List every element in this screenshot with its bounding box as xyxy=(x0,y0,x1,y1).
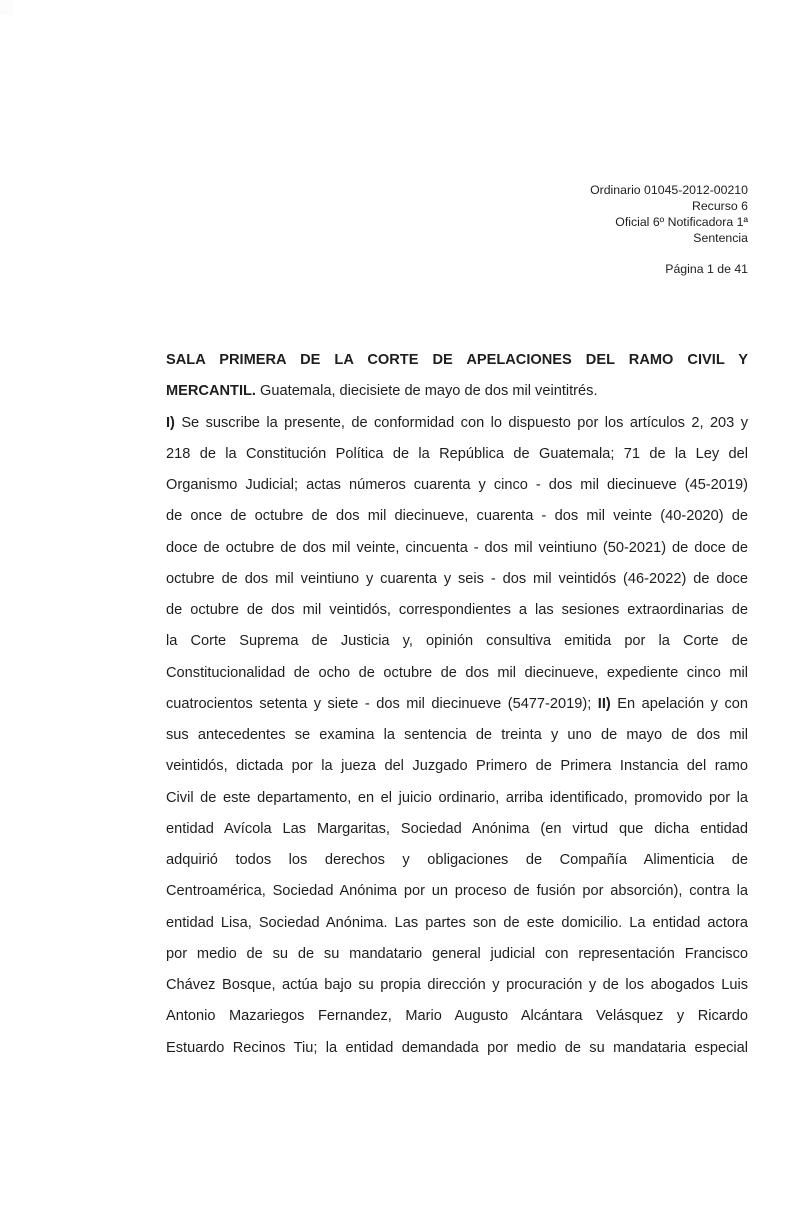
text-line xyxy=(166,783,748,814)
text-line xyxy=(166,408,748,439)
text-line xyxy=(166,501,748,532)
bold-text-run: II) xyxy=(597,695,611,712)
text-run: entidad Avícola Las Margaritas, Sociedad Anónima (en virtud que dicha entidad xyxy=(166,820,748,837)
text-line xyxy=(166,845,748,876)
text-line xyxy=(166,595,748,626)
text-line xyxy=(166,626,748,657)
text-run: Estuardo Recinos Tiu; la entidad demandada por medio de su mandataria especial xyxy=(166,1039,748,1056)
text-line xyxy=(166,689,748,720)
text-run: Se suscribe la presente, de conformidad con lo dispuesto por los artículos 2, 203 y xyxy=(174,414,748,431)
text-run: la Corte Suprema de Justicia y, opinión consultiva emitida por la Corte de xyxy=(166,633,748,650)
text-run: veintidós, dictada por la jueza del Juzgado Primero de Primera Instancia del ramo xyxy=(166,758,748,775)
bold-text-run: SALA PRIMERA DE LA CORTE DE APELACIONES DEL RAMO CIVIL Y xyxy=(166,352,748,368)
scan-artifact xyxy=(0,0,13,15)
text-line xyxy=(166,876,748,907)
text-run: de octubre de dos mil veintidós, correspondientes a las sesiones extraordinarias de xyxy=(166,602,748,618)
text-line xyxy=(166,376,748,407)
text-line xyxy=(166,470,748,501)
bold-text-run: I) xyxy=(166,414,175,431)
page-indicator: Página 1 de 41 xyxy=(665,262,748,276)
text-run: Centroamérica, Sociedad Anónima por un proceso de fusión por absorción), contra la xyxy=(166,883,748,900)
text-line xyxy=(166,720,748,751)
text-run: Civil de este departamento, en el juicio ordinario, arriba identificado, promovido por la xyxy=(166,789,748,806)
text-run: octubre de dos mil veintiuno y cuarenta y seis - dos mil veintidós (46-2022) de doce xyxy=(166,570,748,587)
text-run: sus antecedentes se examina la sentencia de treinta y uno de mayo de dos mil xyxy=(166,727,748,743)
text-line xyxy=(166,658,748,689)
text-line xyxy=(166,533,748,564)
text-line xyxy=(166,439,748,470)
text-line xyxy=(166,345,748,376)
text-line xyxy=(166,751,748,782)
text-line xyxy=(166,564,748,595)
text-run: por medio de su de su mandatario general judicial con representación Francisco xyxy=(166,945,748,962)
text-run: Guatemala, diecisiete de mayo de dos mil veintitrés. xyxy=(256,383,598,400)
text-run: Antonio Mazariegos Fernandez, Mario Augusto Alcántara Velásquez y Ricardo xyxy=(166,1008,748,1025)
text-run: Organismo Judicial; actas números cuarenta y cinco - dos mil diecinueve (45-2019) xyxy=(166,477,748,493)
text-run: de once de octubre de dos mil diecinueve, cuarenta - dos mil veinte (40-2020) de xyxy=(166,508,748,525)
text-line xyxy=(166,814,748,845)
text-run: doce de octubre de dos mil veinte, cincuenta - dos mil veintiuno (50-2021) de doce de xyxy=(166,539,748,556)
header-block xyxy=(590,182,748,277)
recurso-line: Recurso 6 xyxy=(691,199,748,213)
text-run: En apelación y con xyxy=(610,695,748,712)
document-body xyxy=(166,345,748,1064)
text-run: Chávez Bosque, actúa bajo su propia dirección y procuración y de los abogados Luis xyxy=(166,977,748,993)
bold-text-run: MERCANTIL. xyxy=(166,383,256,400)
text-run: adquirió todos los derechos y obligaciones de Compañía Alimenticia de xyxy=(166,852,748,868)
text-line xyxy=(166,1001,748,1032)
text-run: 218 de la Constitución Política de la República de Guatemala; 71 de la Ley del xyxy=(166,445,748,462)
text-run: Constitucionalidad de ocho de octubre de dos mil diecinueve, expediente cinco mil xyxy=(166,664,748,681)
text-line xyxy=(166,1033,748,1064)
text-run: cuatrocientos setenta y siete - dos mil diecinueve (5477-2019); xyxy=(166,695,598,712)
oficial-notificadora-line: Oficial 6º Notificadora 1ª xyxy=(615,215,748,229)
case-number-line: Ordinario 01045-2012-00210 xyxy=(590,183,748,197)
sentencia-line: Sentencia xyxy=(693,231,748,245)
text-line xyxy=(166,908,748,939)
text-line xyxy=(166,970,748,1001)
text-line xyxy=(166,939,748,970)
text-run: entidad Lisa, Sociedad Anónima. Las partes son de este domicilio. La entidad actora xyxy=(166,914,748,931)
